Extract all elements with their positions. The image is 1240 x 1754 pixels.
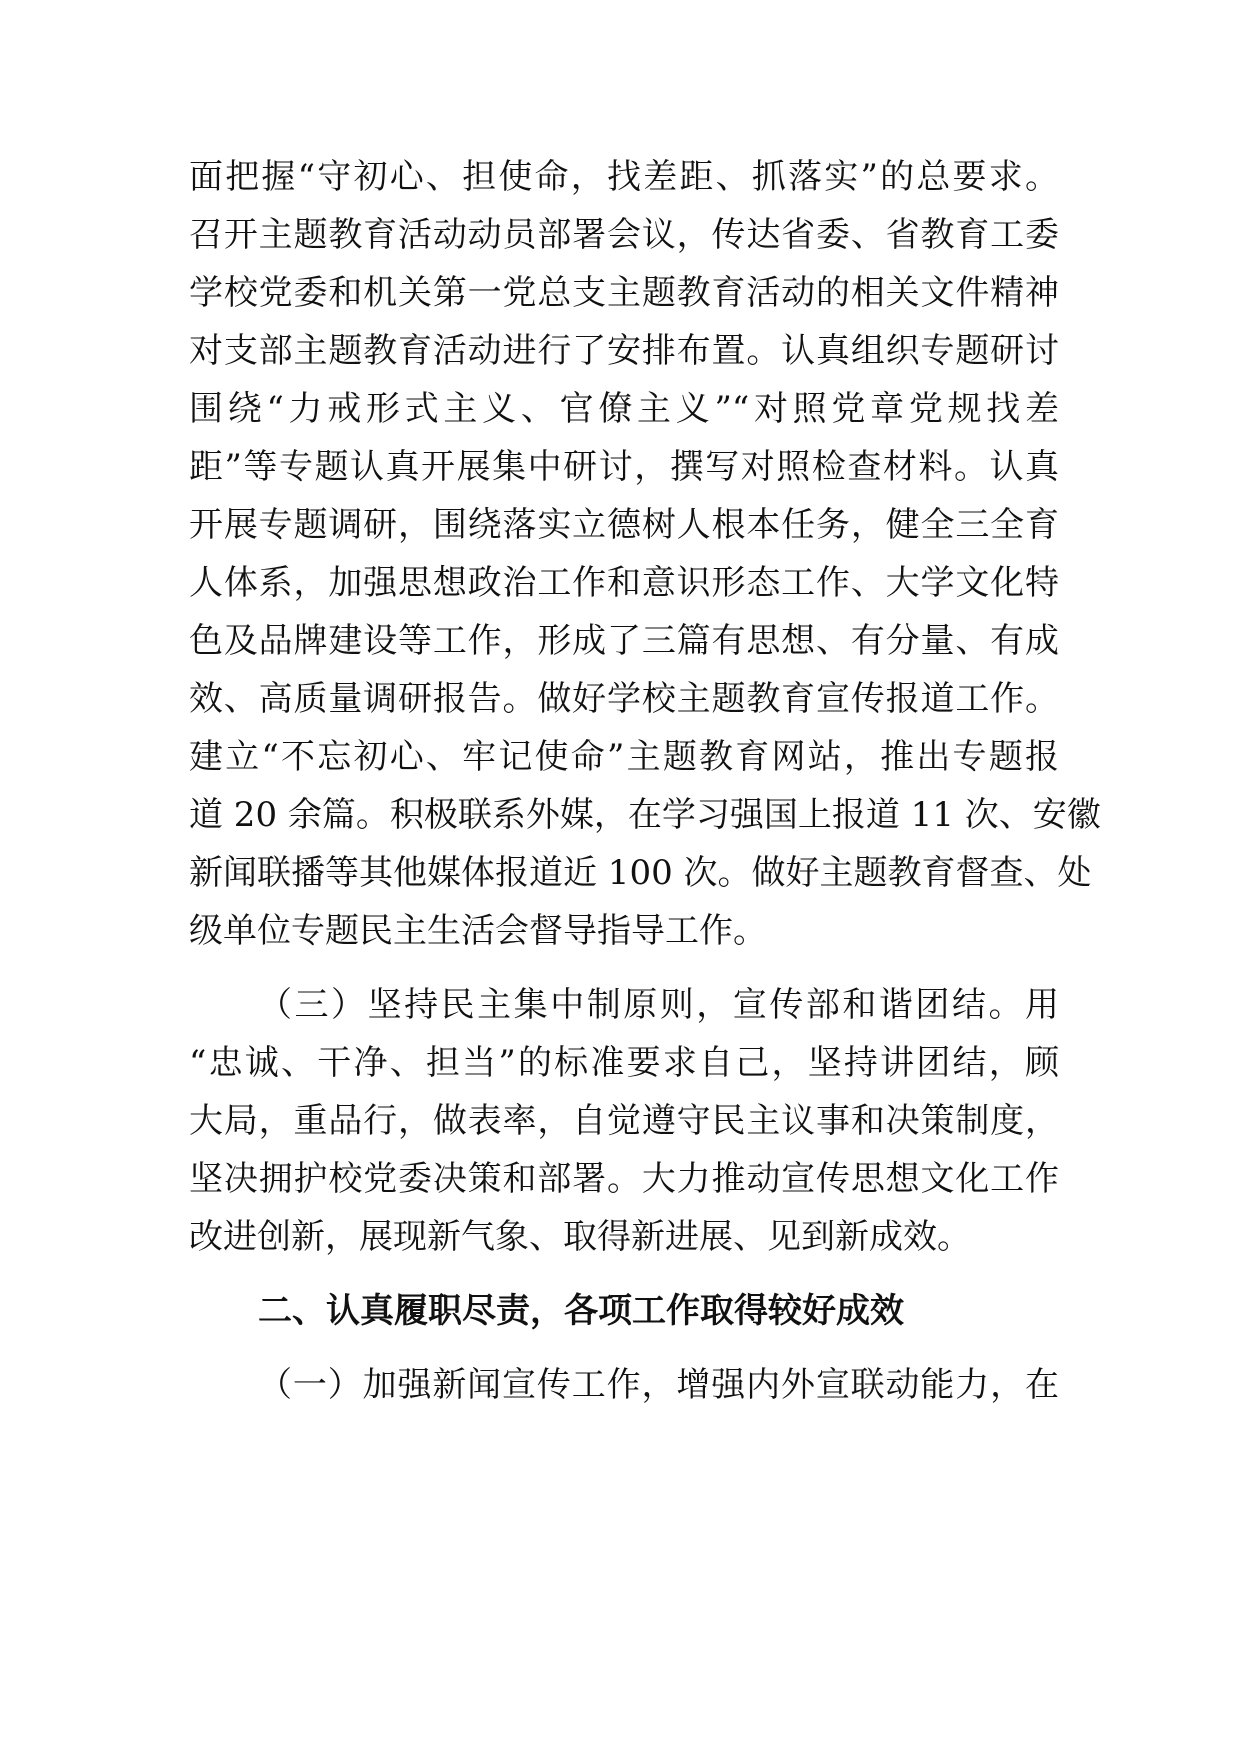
- paragraph-line: 坚决拥护校党委决策和部署。大力推动宣传思想文化工作: [189, 1159, 1059, 1199]
- paragraph-line: 开展专题调研，围绕落实立德树人根本任务，健全三全育: [189, 505, 1059, 545]
- paragraph-line: 大局，重品行，做表率，自觉遵守民主议事和决策制度，: [189, 1101, 1059, 1141]
- paragraph-line: “忠诚、干净、担当”的标准要求自己，坚持讲团结，顾: [189, 1043, 1059, 1083]
- paragraph-line: 道 20 余篇。积极联系外媒，在学习强国上报道 11 次、安徽: [189, 795, 1101, 835]
- paragraph-line: 新闻联播等其他媒体报道近 100 次。做好主题教育督查、处: [189, 853, 1092, 893]
- paragraph-line: 面把握“守初心、担使命，找差距、抓落实”的总要求。: [189, 157, 1059, 197]
- paragraph-line: 改进创新，展现新气象、取得新进展、见到新成效。: [189, 1217, 971, 1257]
- paragraph-line: 距”等专题认真开展集中研讨，撰写对照检查材料。认真: [189, 447, 1059, 487]
- paragraph-line: 对支部主题教育活动进行了安排布置。认真组织专题研讨: [189, 331, 1059, 371]
- paragraph-line: 围绕“力戒形式主义、官僚主义”“对照党章党规找差: [189, 389, 1059, 429]
- paragraph-line: 级单位专题民主生活会督导指导工作。: [189, 911, 767, 951]
- paragraph-line: 学校党委和机关第一党总支主题教育活动的相关文件精神: [189, 273, 1059, 313]
- paragraph-line: 召开主题教育活动动员部署会议，传达省委、省教育工委: [189, 215, 1059, 255]
- paragraph-line: （三）坚持民主集中制原则，宣传部和谐团结。用: [258, 985, 1059, 1025]
- paragraph-line: 色及品牌建设等工作，形成了三篇有思想、有分量、有成: [189, 621, 1059, 661]
- paragraph-line: 人体系，加强思想政治工作和意识形态工作、大学文化特: [189, 563, 1059, 603]
- paragraph-line: 建立“不忘初心、牢记使命”主题教育网站，推出专题报: [189, 737, 1059, 777]
- section-heading: 二、认真履职尽责，各项工作取得较好成效: [258, 1291, 904, 1331]
- paragraph-line: （一）加强新闻宣传工作，增强内外宣联动能力，在: [258, 1365, 1059, 1405]
- paragraph-line: 效、高质量调研报告。做好学校主题教育宣传报道工作。: [189, 679, 1059, 719]
